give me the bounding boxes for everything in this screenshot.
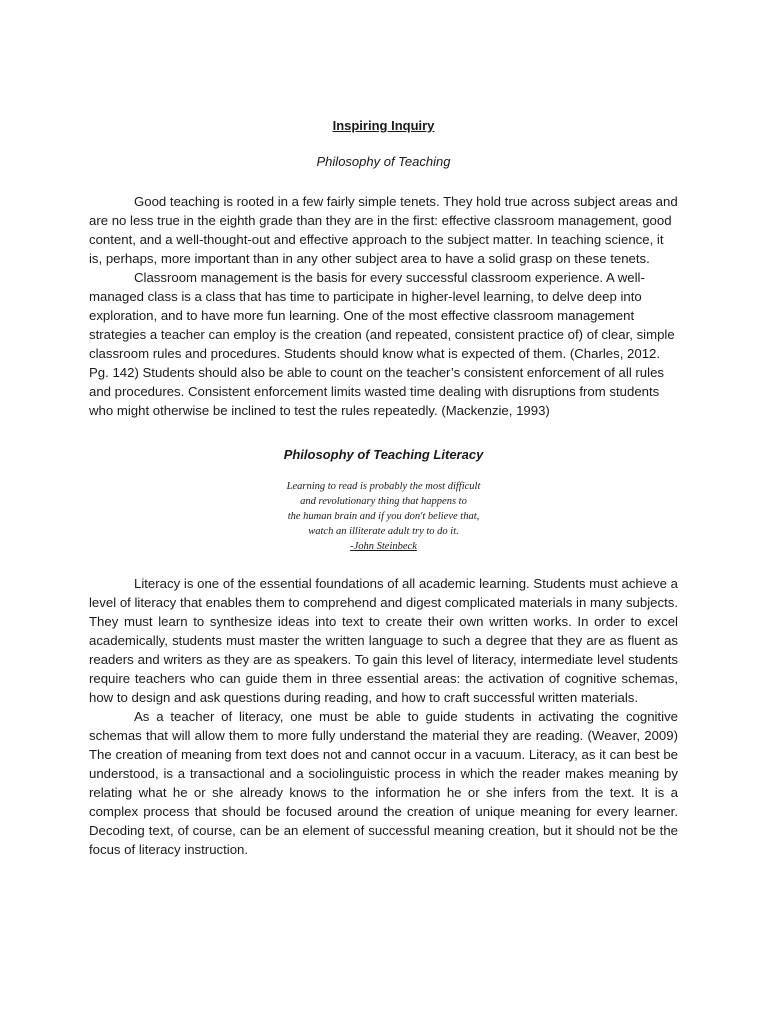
epigraph-quote — [89, 479, 678, 554]
paragraph: Classroom management is the basis for every successful classroom experience. A well-managed class is a class that has time to participate in higher-level learning, to delve deep into exploration, and to have more fun learning. One of the most effective classroom management strategies a teacher can employ is the creation (and repeated, consistent practice of) of clear, simple classroom rules and procedures. Students should know what is expected of them. (Charles, 2012. Pg. 142) Students should also be able to count on the teacher’s consistent enforcement of all rules and procedures. Consistent enforcement limits wasted time dealing with disruptions from students who might otherwise be inclined to test the rules repeatedly. (Mackenzie, 1993) — [89, 270, 675, 418]
document-subtitle: Philosophy of Teaching — [316, 154, 451, 169]
quote-line: the human brain and if you don't believe that, — [287, 511, 480, 522]
paragraph: Good teaching is rooted in a few fairly simple tenets. They hold true across subject areas and are no less true in the eighth grade than they are in the first: effective classroom management, good content, and a well-thought-out and effective approach to the subject matter. In teaching science, it is, perhaps, more important than in any other subject area to have a solid grasp on these tenets. — [89, 194, 678, 266]
quote-line: Learning to read is probably the most difficult — [286, 481, 481, 492]
literacy-body — [89, 574, 678, 859]
quote-line: and revolutionary thing that happens to — [300, 496, 467, 507]
paragraph: As a teacher of literacy, one must be able to guide students in activating the cognitive schemas that will allow them to more fully understand the material they are reading. (Weaver, 2009) The creation of meaning from text does not and cannot occur in a vacuum. Literacy, as it can best be understood, is a transactional and a sociolinguistic process in which the reader makes meaning by relating what he or she already knows to the information he or she infers from the text. It is a complex process that should be focused around the creation of unique meaning for every learner. Decoding text, of course, can be an element of successful meaning creation, but it should not be the focus of literacy instruction. — [89, 709, 678, 857]
section-heading: Philosophy of Teaching Literacy — [283, 447, 484, 462]
section-philosophy-of-teaching — [89, 192, 678, 420]
quote-attribution: -John Steinbeck — [350, 541, 417, 552]
quote-line: watch an illiterate adult try to do it. — [308, 526, 459, 537]
document-title: Inspiring Inquiry — [332, 118, 435, 133]
document-page — [89, 110, 678, 859]
section-literacy — [89, 446, 678, 859]
paragraph: Literacy is one of the essential foundations of all academic learning. Students must achieve a level of literacy that enables them to comprehend and digest complicated materials in many subjects. They must learn to synthesize ideas into text to create their own written works. In order to excel academically, students must master the written language to such a degree that they are as fluent as readers and writers as they are as speakers. To gain this level of literacy, intermediate level students require teachers who can guide them in three essential areas: the activation of cognitive schemas, how to design and ask questions during reading, and how to craft successful written materials. — [89, 576, 678, 705]
